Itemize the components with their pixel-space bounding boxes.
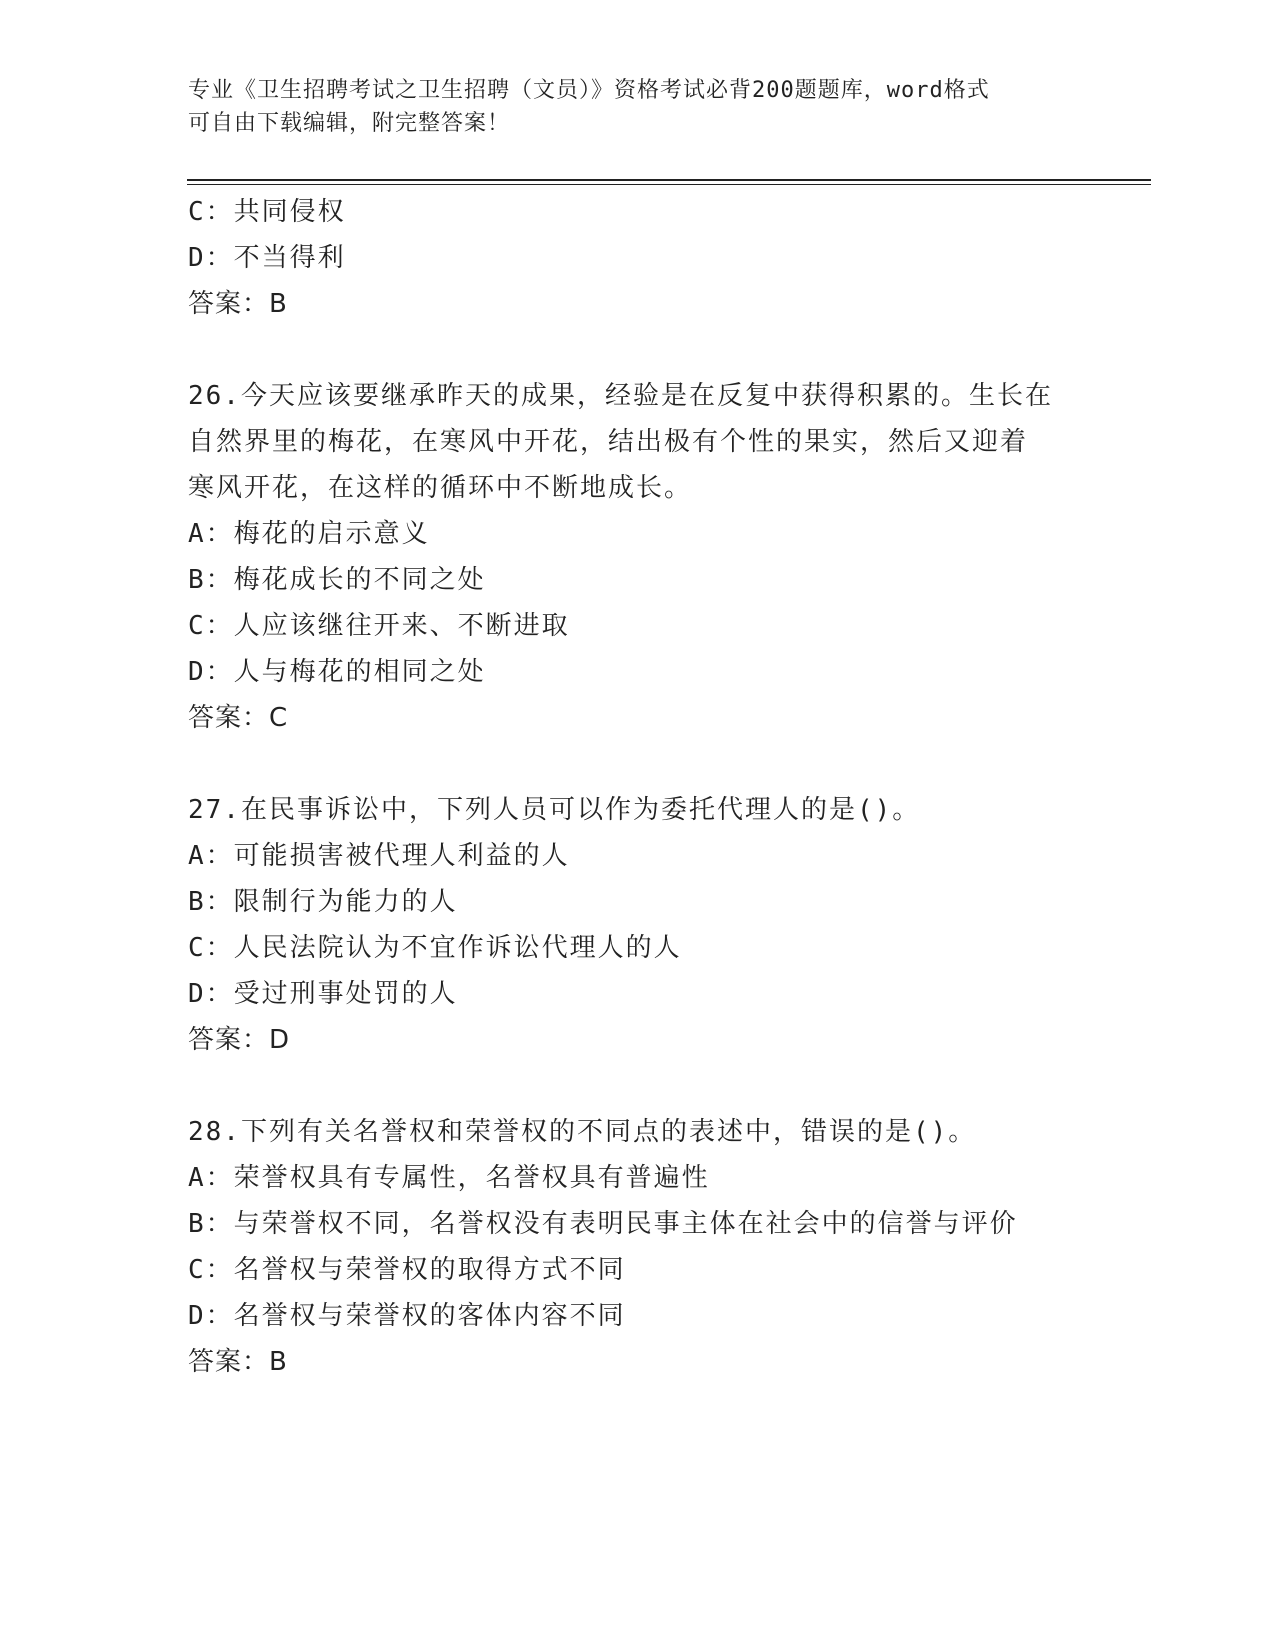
question-stem-line: 28.下列有关名誉权和荣誉权的不同点的表述中，错误的是()。 (188, 1117, 977, 1147)
question-26 (188, 373, 1088, 741)
header-rule-thick (187, 179, 1151, 181)
option-d: D：人与梅花的相同之处 (188, 657, 486, 687)
option-d: D：名誉权与荣誉权的客体内容不同 (188, 1301, 626, 1331)
option-c: C：人应该继往开来、不断进取 (188, 611, 570, 641)
header-line-2: 可自由下载编辑，附完整答案！ (188, 111, 511, 136)
question-content (188, 189, 1088, 1431)
option-b: B：梅花成长的不同之处 (188, 565, 486, 595)
carryover-block (188, 189, 1088, 327)
answer: 答案：D (188, 1025, 291, 1055)
option-c: C：人民法院认为不宜作诉讼代理人的人 (188, 933, 682, 963)
document-header (188, 74, 1078, 140)
header-rule-thin (187, 184, 1151, 185)
question-stem-line: 自然界里的梅花，在寒风中开花，结出极有个性的果实，然后又迎着 (188, 427, 1029, 457)
question-stem-line: 寒风开花，在这样的循环中不断地成长。 (188, 473, 693, 503)
option-c: C：名誉权与荣誉权的取得方式不同 (188, 1255, 626, 1285)
question-stem-line: 26.今天应该要继承昨天的成果，经验是在反复中获得积累的。生长在 (188, 381, 1053, 411)
header-line-1: 专业《卫生招聘考试之卫生招聘（文员）》资格考试必背200题题库，word格式 (188, 78, 990, 103)
option-b: B：限制行为能力的人 (188, 887, 458, 917)
option-d: D：不当得利 (188, 243, 346, 273)
question-28 (188, 1109, 1088, 1385)
option-d: D：受过刑事处罚的人 (188, 979, 458, 1009)
question-27 (188, 787, 1088, 1063)
answer: 答案：C (188, 703, 289, 733)
option-a: A：荣誉权具有专属性，名誉权具有普遍性 (188, 1163, 710, 1193)
option-a: A：梅花的启示意义 (188, 519, 430, 549)
option-b: B：与荣誉权不同，名誉权没有表明民事主体在社会中的信誉与评价 (188, 1209, 1018, 1239)
option-c: C：共同侵权 (188, 197, 346, 227)
option-a: A：可能损害被代理人利益的人 (188, 841, 570, 871)
answer: 答案：B (188, 289, 288, 319)
question-stem-line: 27.在民事诉讼中，下列人员可以作为委托代理人的是()。 (188, 795, 921, 825)
answer: 答案：B (188, 1347, 288, 1377)
